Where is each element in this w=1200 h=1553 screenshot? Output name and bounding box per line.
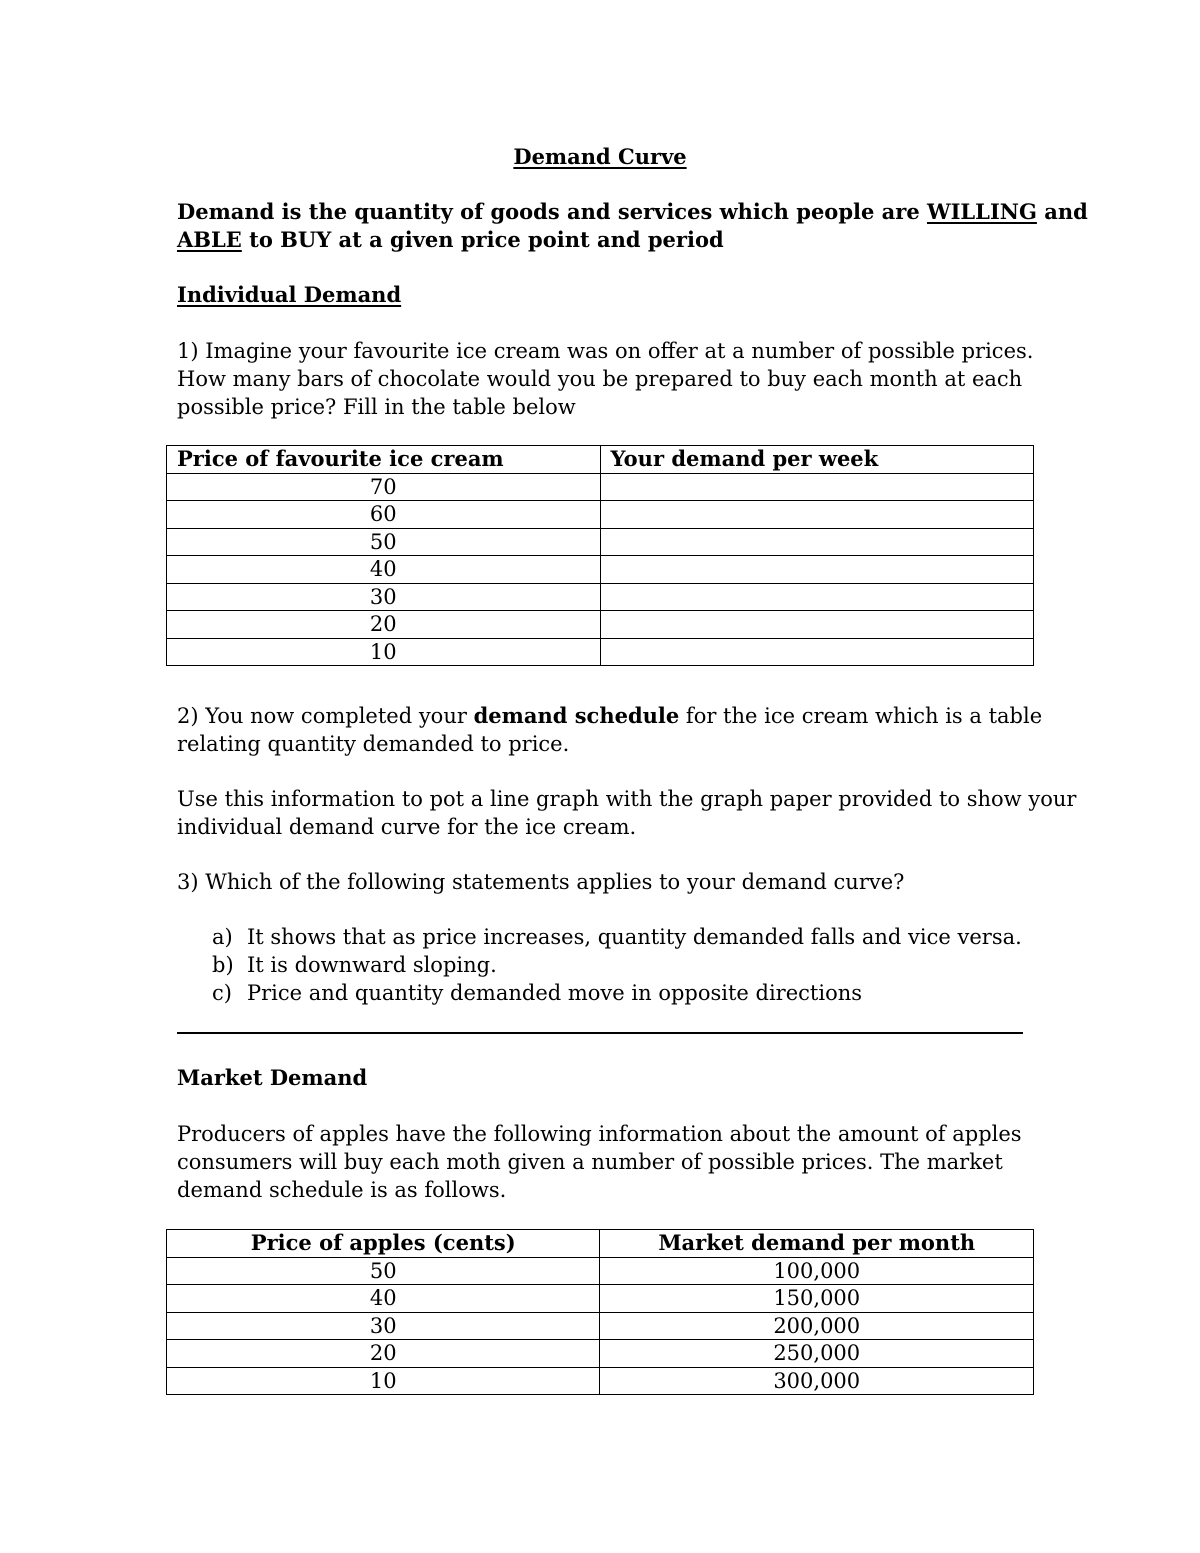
- price-cell: 10: [167, 638, 601, 666]
- price-cell: 70: [167, 473, 601, 501]
- demand-schedule-term: demand schedule: [473, 703, 680, 728]
- market-demand-table: [166, 1229, 1034, 1395]
- price-cell: 50: [167, 1257, 600, 1285]
- price-cell: 30: [167, 1312, 600, 1340]
- market-intro-line-3: demand schedule is as follows.: [177, 1178, 507, 1202]
- able-word: ABLE: [177, 227, 242, 252]
- option-b-text: It is downward sloping.: [247, 953, 497, 977]
- table-row: [167, 583, 1034, 611]
- price-cell: 30: [167, 583, 601, 611]
- demand-cell: 100,000: [600, 1257, 1034, 1285]
- table-row: [167, 638, 1034, 666]
- option-a-text: It shows that as price increases, quantity demanded falls and vice versa.: [247, 925, 1022, 949]
- table-row: [167, 501, 1034, 529]
- market-demand-heading: Market Demand: [177, 1065, 368, 1090]
- demand-input-cell[interactable]: [600, 556, 1034, 584]
- price-column-header: Price of favourite ice cream: [167, 446, 601, 474]
- table-row: [167, 556, 1034, 584]
- market-intro-line-1: Producers of apples have the following information about the amount of apples: [177, 1122, 1022, 1146]
- definition-line-2: ABLE to BUY at a given price point and period: [177, 227, 724, 252]
- price-cell: 20: [167, 611, 601, 639]
- table-row: [167, 1340, 1034, 1368]
- page-title: Demand Curve: [513, 144, 687, 169]
- willing-word: WILLING: [927, 199, 1037, 224]
- demand-input-cell[interactable]: [600, 583, 1034, 611]
- question-2-line-1: 2) You now completed your demand schedule for the ice cream which is a table: [177, 703, 1043, 728]
- demand-cell: 300,000: [600, 1367, 1034, 1395]
- section-divider: [177, 1032, 1023, 1034]
- price-cell: 10: [167, 1367, 600, 1395]
- demand-input-cell[interactable]: [600, 638, 1034, 666]
- price-cell: 40: [167, 556, 601, 584]
- definition-line-1: Demand is the quantity of goods and services which people are WILLING and: [177, 199, 1088, 224]
- price-cell: 60: [167, 501, 601, 529]
- table-row: [167, 1285, 1034, 1313]
- demand-input-cell[interactable]: [600, 611, 1034, 639]
- apple-price-column-header: Price of apples (cents): [167, 1230, 600, 1258]
- demand-column-header: Your demand per week: [600, 446, 1034, 474]
- option-b-marker: b): [212, 953, 234, 977]
- demand-cell: 150,000: [600, 1285, 1034, 1313]
- individual-demand-table: [166, 445, 1034, 666]
- question-2-line-2: relating quantity demanded to price.: [177, 732, 570, 756]
- question-1-line-2: How many bars of chocolate would you be prepared to buy each month at each: [177, 367, 1023, 391]
- price-cell: 40: [167, 1285, 600, 1313]
- table-header-row: [167, 1230, 1034, 1258]
- demand-cell: 200,000: [600, 1312, 1034, 1340]
- table-row: [167, 1312, 1034, 1340]
- option-a-marker: a): [212, 925, 233, 949]
- table-header-row: [167, 446, 1034, 474]
- demand-input-cell[interactable]: [600, 501, 1034, 529]
- demand-input-cell[interactable]: [600, 528, 1034, 556]
- question-2b-line-1: Use this information to pot a line graph with the graph paper provided to show your: [177, 787, 1077, 811]
- individual-demand-heading: Individual Demand: [177, 282, 402, 307]
- table-row: [167, 1257, 1034, 1285]
- option-c-marker: c): [212, 981, 232, 1005]
- option-c-text: Price and quantity demanded move in opposite directions: [247, 981, 863, 1005]
- table-row: [167, 473, 1034, 501]
- question-1-line-1: 1) Imagine your favourite ice cream was on offer at a number of possible prices.: [177, 339, 1034, 363]
- demand-cell: 250,000: [600, 1340, 1034, 1368]
- price-cell: 50: [167, 528, 601, 556]
- market-intro-line-2: consumers will buy each moth given a number of possible prices. The market: [177, 1150, 1003, 1174]
- question-3: 3) Which of the following statements applies to your demand curve?: [177, 870, 905, 894]
- question-1-line-3: possible price? Fill in the table below: [177, 395, 576, 419]
- price-cell: 20: [167, 1340, 600, 1368]
- table-row: [167, 528, 1034, 556]
- table-row: [167, 1367, 1034, 1395]
- table-row: [167, 611, 1034, 639]
- demand-input-cell[interactable]: [600, 473, 1034, 501]
- question-2b-line-2: individual demand curve for the ice cream.: [177, 815, 637, 839]
- market-demand-column-header: Market demand per month: [600, 1230, 1034, 1258]
